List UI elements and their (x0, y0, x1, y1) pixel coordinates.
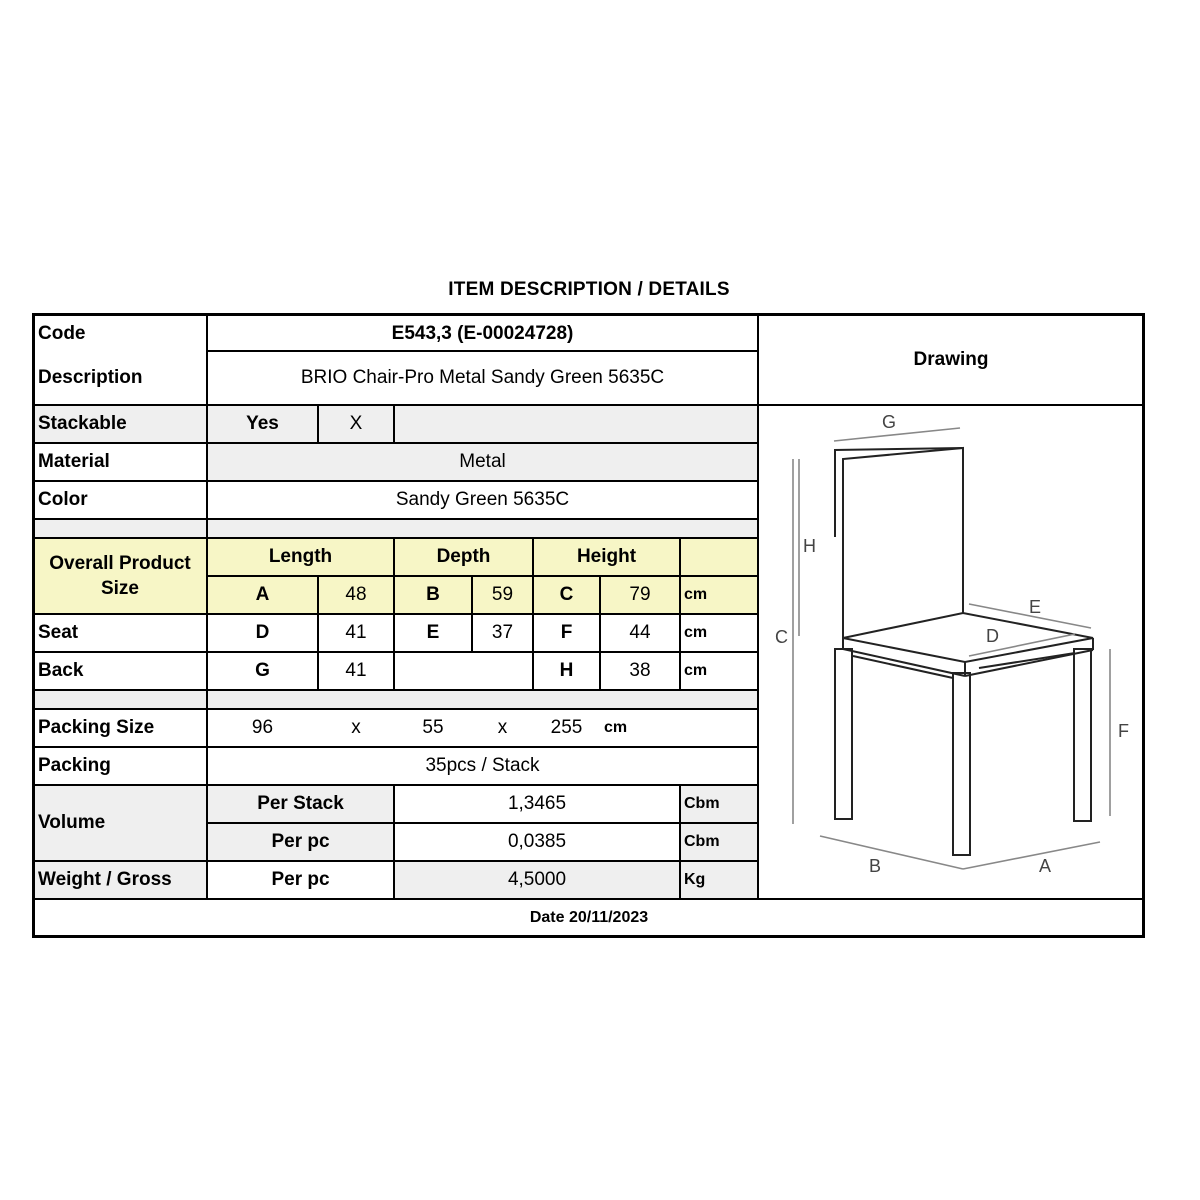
label-g: G (882, 412, 897, 432)
backrest-panel (843, 448, 963, 638)
length-header: Length (268, 546, 333, 567)
material-value: Metal (459, 451, 506, 472)
dim-e-letter: E (426, 622, 440, 643)
packing-label: Packing (38, 755, 111, 776)
dim-c-value: 79 (629, 584, 651, 605)
drawing-header: Drawing (913, 349, 989, 370)
item-details-sheet (32, 313, 1145, 938)
rule (35, 689, 758, 691)
per-pc-weight-label: Per pc (271, 869, 330, 890)
weight-value: 4,5000 (507, 869, 567, 890)
description-label: Description (38, 367, 143, 388)
packing-size-label: Packing Size (38, 717, 155, 738)
seat-unit: cm (684, 624, 708, 641)
dim-b-value: 59 (491, 584, 514, 605)
label-e: E (1029, 597, 1042, 617)
per-pc-volume-unit: Cbm (684, 833, 720, 850)
stackable-label: Stackable (38, 413, 127, 434)
back-left-leg (835, 649, 852, 819)
back-label: Back (38, 660, 84, 681)
packing-size-unit: cm (604, 719, 628, 736)
label-a: A (1039, 856, 1052, 876)
dim-d-value: 41 (345, 622, 367, 643)
code-value: E543,3 (E-00024728) (391, 322, 574, 344)
color-value: Sandy Green 5635C (395, 489, 570, 510)
dim-line-a (963, 842, 1100, 869)
packing-dim-2: 55 (422, 717, 444, 738)
packing-sep-1: x (351, 717, 361, 738)
date-footer: Date 20/11/2023 (529, 909, 649, 926)
color-label: Color (38, 489, 88, 510)
per-pc-volume-value: 0,0385 (507, 831, 567, 852)
stackable-mark: X (349, 413, 363, 434)
per-stack-unit: Cbm (684, 795, 720, 812)
dim-f-value: 44 (629, 622, 651, 643)
overall-size-label: Overall Product Size (49, 553, 191, 599)
spacer-row-2 (35, 690, 758, 709)
back-unit: cm (684, 662, 708, 679)
dim-f-letter: F (560, 622, 573, 643)
per-stack-value: 1,3465 (507, 793, 567, 814)
dim-line-b (820, 836, 963, 869)
volume-label: Volume (38, 812, 106, 833)
backrest-outline (835, 448, 963, 537)
seat-lower-left (843, 649, 965, 676)
dim-c-letter: C (559, 584, 574, 605)
code-label: Code (38, 322, 86, 344)
dim-b-letter: B (426, 584, 440, 605)
label-c: C (775, 627, 788, 647)
stackable-yes: Yes (246, 413, 279, 434)
front-left-leg (953, 673, 970, 855)
overall-unit: cm (684, 586, 708, 603)
dim-line-g (834, 428, 960, 441)
dim-d-letter: D (255, 622, 270, 643)
front-right-leg (1074, 649, 1091, 821)
seat-label: Seat (38, 622, 79, 643)
rule (393, 404, 395, 443)
dim-h-letter: H (559, 660, 574, 681)
page-title: ITEM DESCRIPTION / DETAILS (448, 279, 730, 300)
dim-a-letter: A (255, 584, 270, 605)
packing-sep-2: x (497, 717, 508, 738)
label-d: D (986, 626, 999, 646)
height-header: Height (576, 546, 637, 567)
dim-a-value: 48 (345, 584, 367, 605)
description-value: BRIO Chair-Pro Metal Sandy Green 5635C (300, 367, 665, 388)
per-pc-volume-label: Per pc (271, 831, 330, 852)
dim-e-value: 37 (491, 622, 514, 643)
chair-drawing (759, 406, 1143, 898)
dim-h-value: 38 (629, 660, 651, 681)
per-stack-label: Per Stack (257, 793, 344, 814)
packing-dim-1: 96 (251, 717, 274, 738)
rail-front (979, 653, 1075, 668)
dim-g-letter: G (255, 660, 270, 681)
rail-side (853, 656, 953, 678)
material-label: Material (38, 451, 110, 472)
packing-value: 35pcs / Stack (425, 755, 540, 776)
packing-dim-3: 255 (550, 717, 583, 738)
rule (35, 518, 758, 520)
dim-g-value: 41 (345, 660, 367, 681)
weight-unit: Kg (684, 871, 706, 888)
label-f: F (1118, 721, 1129, 741)
spacer-row-1 (35, 519, 758, 538)
depth-header: Depth (436, 546, 491, 567)
label-b: B (869, 856, 882, 876)
weight-label: Weight / Gross (38, 869, 172, 890)
label-h: H (803, 536, 816, 556)
